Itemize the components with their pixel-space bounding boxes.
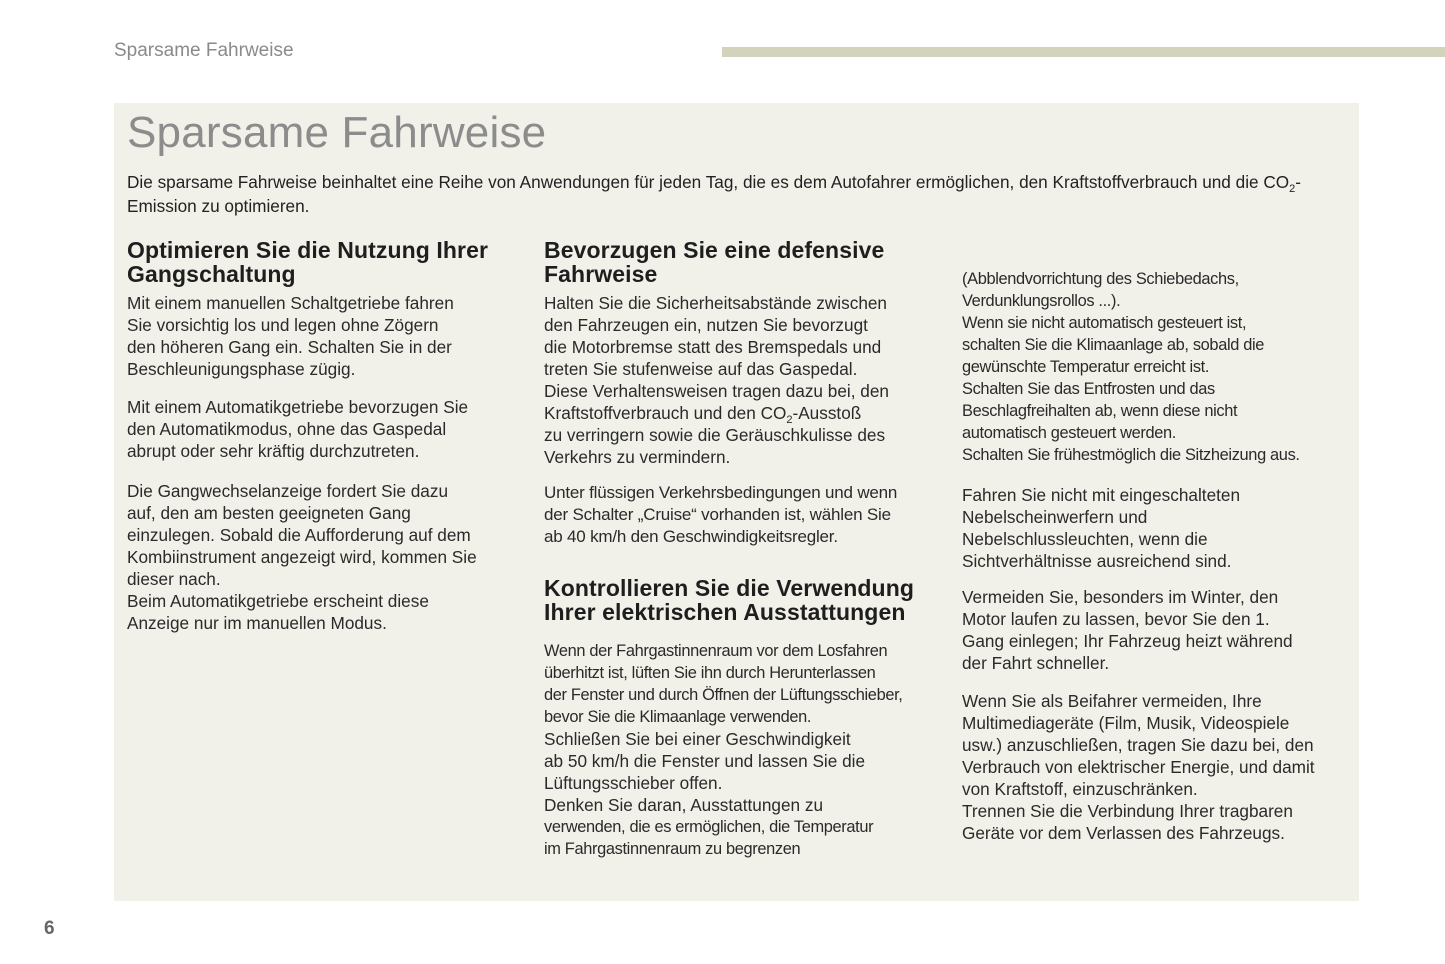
safety-distance-text-end: -Ausstoß zu verringern sowie die Geräuschkulisse des Verkehrs zu vermindern. [544,403,886,467]
paragraph-temperature-limit: verwenden, die es ermöglichen, die Temperatur im Fahrgastinnenraum zu begrenzen [544,818,874,858]
paragraph-ventilation: Wenn der Fahrgastinnenraum vor dem Losfahren überhitzt ist, lüften Sie ihn durch Herunterlassen der Fenster und durch Öffnen der Lüftungsschieber, bevor Sie die Klimaanlage verwenden. [544,642,903,726]
paragraph-safety-distance [544,292,939,468]
running-header: Sparsame Fahrweise [114,40,294,61]
page-title: Sparsame Fahrweise [127,108,547,157]
co2-subscript: 2 [786,414,793,426]
header-bar [722,47,1445,57]
column-gear-shifting [127,238,527,634]
section-heading-gear-shifting: Optimieren Sie die Nutzung Ihrer Gangschaltung [127,237,489,287]
paragraph-cruise-control: Unter flüssigen Verkehrsbedingungen und wenn der Schalter „Cruise“ vorhanden ist, wählen Sie ab 40 km/h den Geschwindigkeitsregler. [544,483,898,546]
column-defensive-driving [544,238,939,860]
paragraph-automatic-gearbox: Mit einem Automatikgetriebe bevorzugen Sie den Automatikmodus, ohne das Gaspedal abrupt oder sehr kräftig durchzutreten. [127,397,469,461]
paragraph-engine-idling: Vermeiden Sie, besonders im Winter, den Motor laufen zu lassen, bevor Sie den 1. Gang einlegen; Ihr Fahrzeug heizt während der Fahrt schneller. [962,587,1293,673]
column-electrical-continued [962,268,1357,844]
intro-paragraph [127,170,1342,218]
paragraph-multimedia-devices: Wenn Sie als Beifahrer vermeiden, Ihre Multimediageräte (Film, Musik, Videospiele usw.) anzuschließen, tragen Sie dazu bei, den Verbrauch von elektrischer Energie, und damit von Kraftstoff, einzuschränken. Trennen Sie die Verbindung Ihrer tragbaren Geräte vor dem Verlassen des Fahrzeugs. [962,691,1315,843]
intro-text: Die sparsame Fahrweise beinhaltet eine Reihe von Anwendungen für jeden Tag, die es dem Autofahrer ermöglichen, den Kraftstoffverbrauch und die CO [127,172,1290,192]
paragraph-manual-gearbox: Mit einem manuellen Schaltgetriebe fahren Sie vorsichtig los und legen ohne Zögern den höheren Gang ein. Schalten Sie in der Beschleunigungsphase zügig. [127,293,454,379]
safety-distance-text: Halten Sie die Sicherheitsabstände zwischen den Fahrzeugen ein, nutzen Sie bevorzugt die Motorbremse statt des Bremspedals und treten Sie stufenweise auf das Gaspedal. Diese Verhaltensweisen tragen dazu bei, den Kraftstoffverbrauch und den CO [544,293,889,423]
paragraph-climate-control: (Abblendvorrichtung des Schiebedachs, Verdunklungsrollos ...). Wenn sie nicht automatisch gesteuert ist, schalten Sie die Klimaanlage ab, sobald die gewünschte Temperatur erreicht ist. Schalten Sie das Entfrosten und das Beschlagfreihalten ab, wenn diese nicht automatisch gesteuert werden. Schalten Sie frühestmöglich die Sitzheizung aus. [962,270,1300,464]
paragraph-windows: Schließen Sie bei einer Geschwindigkeit ab 50 km/h die Fenster und lassen Sie die Lüftungsschieber offen. [544,729,866,793]
page-number: 6 [44,918,55,939]
intro-text-end: -Emission zu optimieren. [127,172,1301,216]
paragraph-fog-lights: Fahren Sie nicht mit eingeschalteten Nebelscheinwerfern und Nebelschlussleuchten, wenn die Sichtverhältnisse ausreichend sind. [962,485,1241,571]
intro-subscript: 2 [1289,183,1296,195]
section-heading-electrical-equipment: Kontrollieren Sie die Verwendung Ihrer elektrischen Ausstattungen [544,575,914,625]
section-heading-defensive-driving: Bevorzugen Sie eine defensive Fahrweise [544,237,885,287]
paragraph-equipment-reminder: Denken Sie daran, Ausstattungen zu [544,795,824,815]
paragraph-gear-indicator: Die Gangwechselanzeige fordert Sie dazu auf, den am besten geeigneten Gang einzulegen. Sobald die Aufforderung auf dem Kombiinstrument angezeigt wird, kommen Sie dieser nach. Beim Automatikgetriebe erscheint diese Anzeige nur im manuellen Modus. [127,481,477,633]
